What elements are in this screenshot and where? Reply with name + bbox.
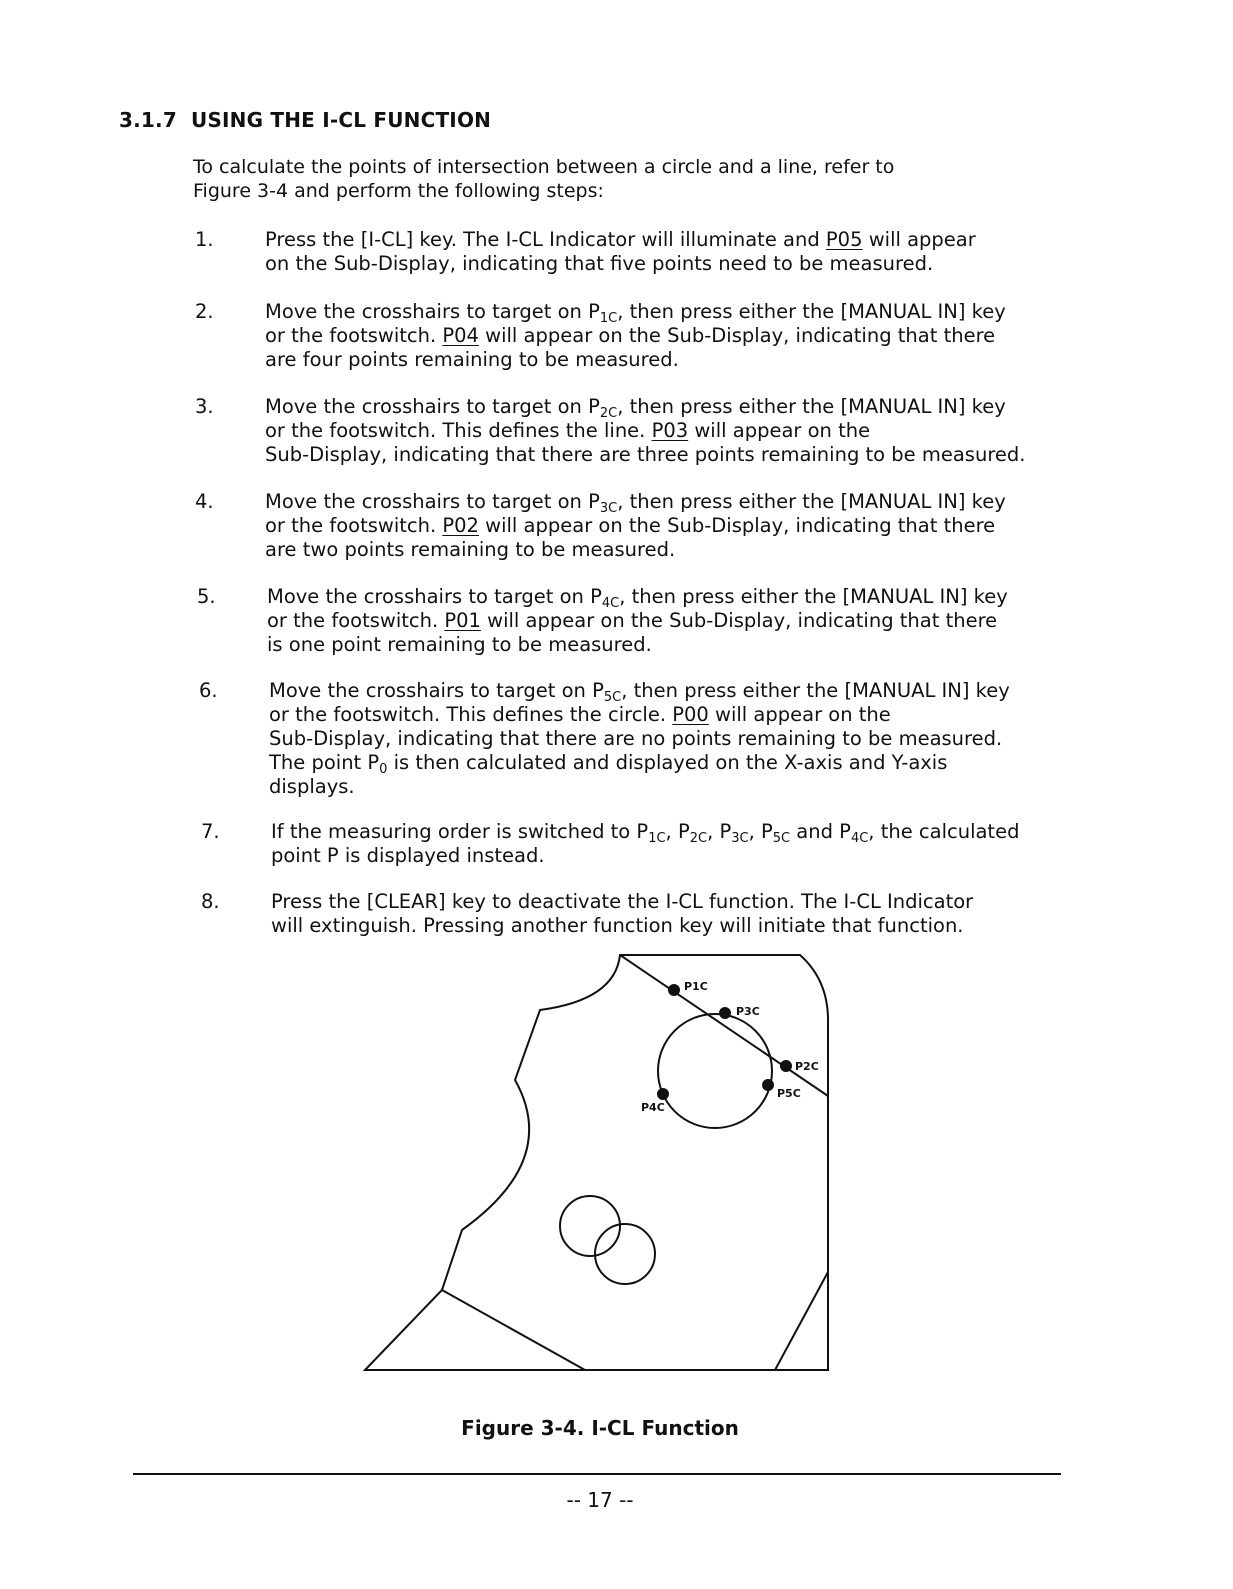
display-code: P00: [672, 703, 709, 726]
hole-circle-2: [595, 1224, 655, 1284]
text-run: Move the crosshairs to target on P: [269, 679, 604, 702]
text-line: Sub-Display, indicating that there are no points remaining to be measured.: [269, 727, 1003, 750]
corner-line-left: [442, 1290, 585, 1370]
step-number: 5.: [197, 585, 216, 608]
intro-line-2: Figure 3-4 and perform the following steps:: [193, 180, 604, 202]
text-run: will appear: [862, 228, 976, 251]
text-run: , then press either the [MANUAL IN] key: [617, 490, 1006, 513]
subscript: 4C: [850, 831, 869, 846]
text-run: or the footswitch. This defines the circle.: [269, 703, 673, 726]
text-line: are two points remaining to be measured.: [265, 538, 676, 561]
text-line: on the Sub-Display, indicating that five points need to be measured.: [265, 252, 934, 275]
subscript: 5C: [772, 831, 791, 846]
text-run: or the footswitch.: [265, 324, 443, 347]
text-run: The point P: [269, 751, 380, 774]
text-run: Move the crosshairs to target on P: [267, 585, 602, 608]
text-run: or the footswitch. This defines the line.: [265, 419, 652, 442]
point-marker-p3c: [720, 1008, 730, 1018]
display-code: P01: [444, 609, 481, 632]
text-line: Sub-Display, indicating that there are three points remaining to be measured.: [265, 443, 1026, 466]
text-run: Move the crosshairs to target on P: [265, 395, 600, 418]
text-run: will appear on the Sub-Display, indicating that there: [478, 324, 996, 347]
subscript: 3C: [731, 831, 749, 846]
text-line: Press the [CLEAR] key to deactivate the I-CL function. The I-CL Indicator: [271, 890, 974, 913]
text-run: will appear on the: [688, 419, 871, 442]
subscript: 2C: [599, 406, 618, 421]
label-p2c: P2C: [795, 1060, 819, 1073]
measured-circle: [658, 1014, 772, 1128]
display-code: P03: [651, 419, 689, 442]
text-run: will appear on the: [708, 703, 891, 726]
point-marker-p4c: [658, 1089, 668, 1099]
page-number: -- 17 --: [566, 1488, 634, 1512]
text-run: or the footswitch.: [265, 514, 443, 537]
display-code: P04: [442, 324, 479, 347]
text-line: is one point remaining to be measured.: [267, 633, 652, 656]
text-run: is then calculated and displayed on the X-axis and Y-axis: [387, 751, 948, 774]
label-p5c: P5C: [777, 1087, 801, 1100]
line-p1-p2: [620, 955, 828, 1096]
step-number: 2.: [195, 300, 214, 323]
point-marker-p1c: [669, 985, 679, 995]
point-marker-p2c: [781, 1061, 791, 1071]
text-run: , P: [707, 820, 732, 843]
text-run: Move the crosshairs to target on P: [265, 490, 600, 513]
text-run: If the measuring order is switched to P: [271, 820, 649, 843]
figure-caption: Figure 3-4. I-CL Function: [461, 1416, 739, 1440]
point-marker-p5c: [763, 1080, 773, 1090]
text-run: , the calculated: [868, 820, 1020, 843]
step-number: 1.: [195, 228, 214, 251]
text-line: displays.: [269, 775, 355, 798]
subscript: 0: [379, 762, 388, 777]
text-run: will appear on the Sub-Display, indicating that there: [480, 609, 998, 632]
section-number: 3.1.7: [119, 108, 177, 132]
subscript: 1C: [648, 831, 666, 846]
label-p1c: P1C: [684, 980, 708, 993]
text-run: and P: [790, 820, 851, 843]
text-run: Move the crosshairs to target on P: [265, 300, 600, 323]
subscript: 1C: [599, 311, 618, 326]
text-line: point P is displayed instead.: [271, 844, 545, 867]
intro-line-1: To calculate the points of intersection between a circle and a line, refer to: [193, 156, 895, 178]
text-line: will extinguish. Pressing another function key will initiate that function.: [271, 914, 964, 937]
step-number: 6.: [199, 679, 218, 702]
text-run: will appear on the Sub-Display, indicating that there: [478, 514, 996, 537]
hole-circle-1: [560, 1196, 620, 1256]
text-run: , P: [748, 820, 773, 843]
text-run: , then press either the [MANUAL IN] key: [617, 395, 1006, 418]
step-number: 7.: [201, 820, 220, 843]
text-run: Press the [I-CL] key. The I-CL Indicator will illuminate and: [265, 228, 826, 251]
corner-line-right: [775, 1272, 828, 1370]
section-title: USING THE I-CL FUNCTION: [191, 108, 492, 132]
text-run: , then press either the [MANUAL IN] key: [617, 300, 1006, 323]
subscript: 4C: [601, 596, 620, 611]
display-code: P02: [442, 514, 479, 537]
subscript: 5C: [603, 690, 622, 705]
step-number: 4.: [195, 490, 214, 513]
text-run: , P: [665, 820, 690, 843]
text-line: are four points remaining to be measured.: [265, 348, 679, 371]
text-run: or the footswitch.: [267, 609, 445, 632]
text-run: , then press either the [MANUAL IN] key: [621, 679, 1010, 702]
display-code: P05: [825, 228, 863, 251]
label-p4c: P4C: [641, 1101, 665, 1114]
subscript: 2C: [689, 831, 708, 846]
label-p3c: P3C: [736, 1005, 760, 1018]
subscript: 3C: [599, 501, 618, 516]
step-number: 3.: [195, 395, 214, 418]
footer-divider: [133, 1473, 1061, 1475]
text-run: , then press either the [MANUAL IN] key: [619, 585, 1008, 608]
step-number: 8.: [201, 890, 220, 913]
